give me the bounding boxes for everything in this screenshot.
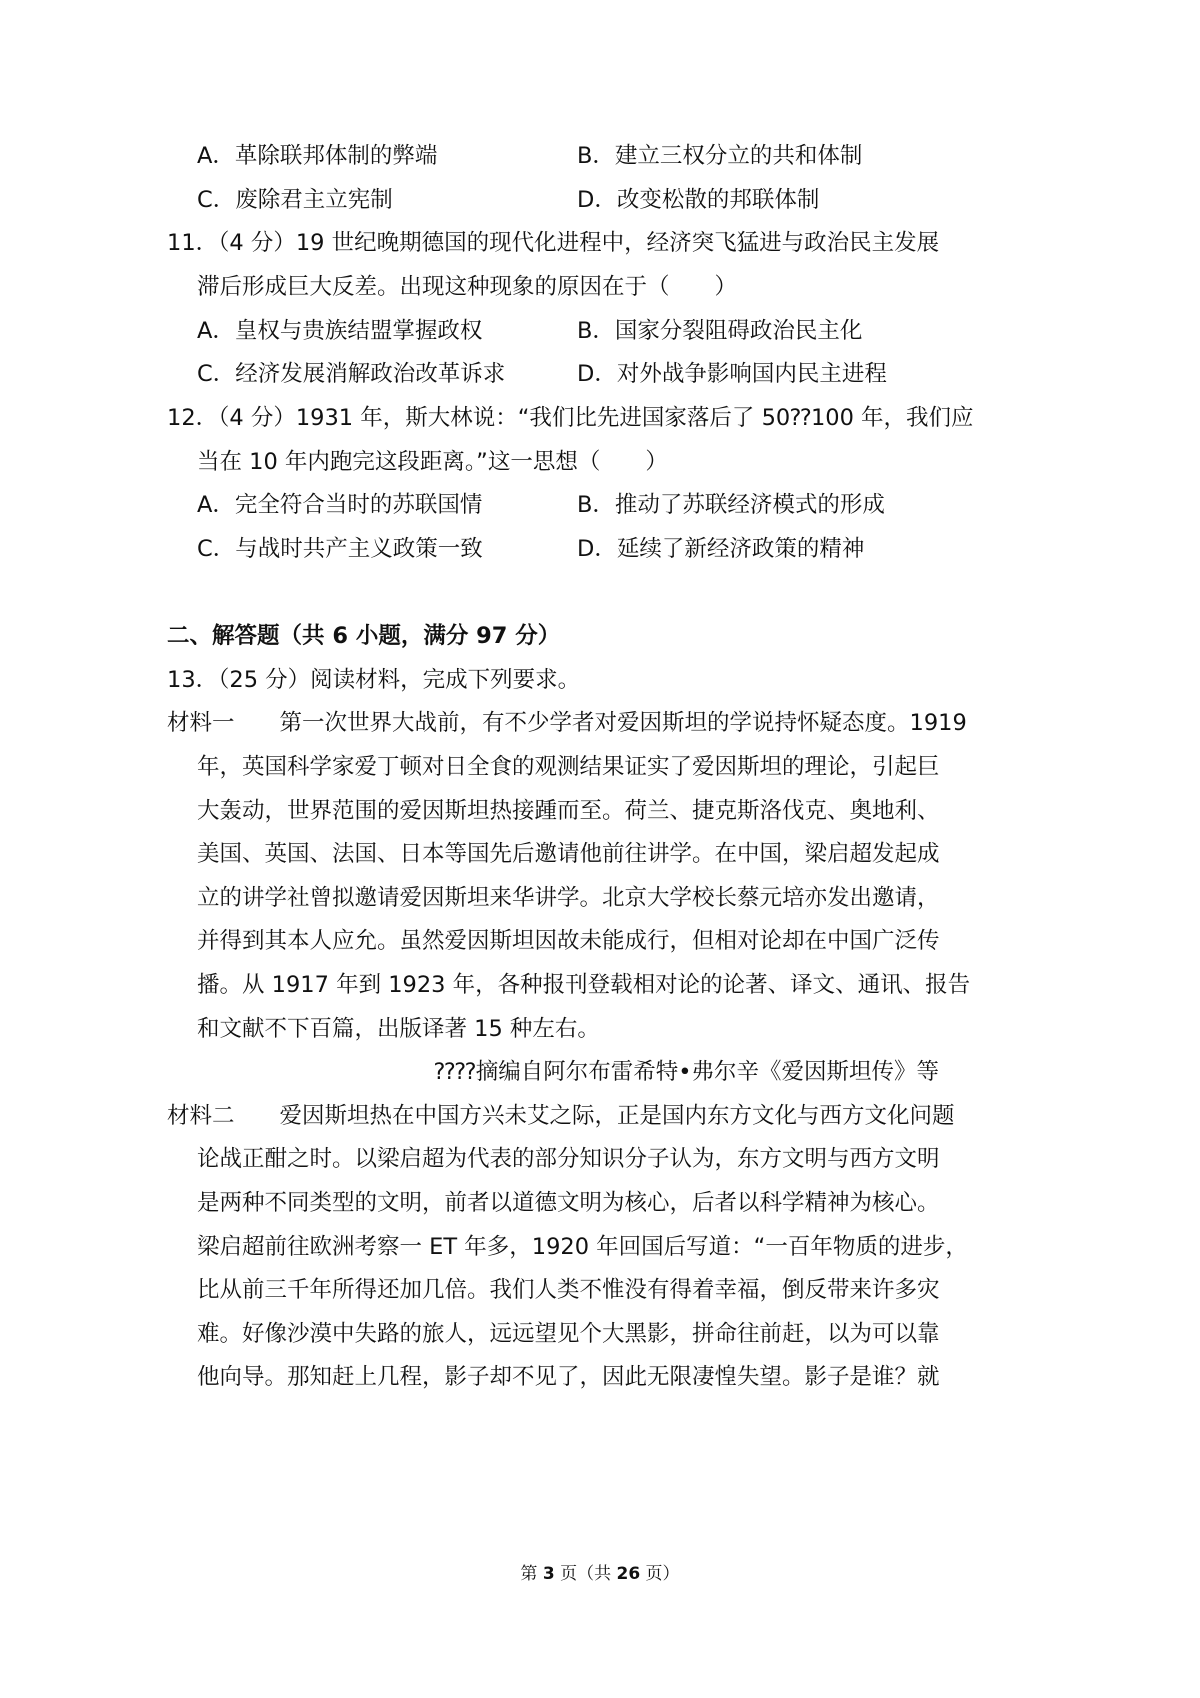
q11-option-a: A．皇权与贵族结盟掌握政权 — [197, 318, 483, 344]
current-page-number: 3 — [542, 1564, 555, 1584]
q10-option-b: B．建立三权分立的共和体制 — [577, 143, 863, 169]
material-two-line: 他向导。那知赶上几程，影子却不见了，因此无限凄惶失望。影子是谁？就 — [197, 1364, 940, 1390]
total-page-number: 26 — [616, 1564, 641, 1584]
q12-stem-line1: 12．（4 分）1931 年，斯大林说：“我们比先进国家落后了 50⁇100 年，我们应 — [167, 405, 974, 431]
material-one-source: ⁇⁇摘编自阿尔布雷希特•弗尔辛《爱因斯坦传》等 — [434, 1059, 939, 1085]
material-two-line: 是两种不同类型的文明，前者以道德文明为核心，后者以科学精神为核心。 — [197, 1190, 940, 1216]
q11-option-c: C．经济发展消解政治改革诉求 — [197, 361, 506, 387]
material-one-line: 并得到其本人应允。虽然爱因斯坦因故未能成行，但相对论却在中国广泛传 — [197, 928, 940, 954]
q11-stem-line2: 滞后形成巨大反差。出现这种现象的原因在于（ ） — [197, 274, 738, 300]
page-footer — [0, 1562, 1200, 1586]
q10-option-c: C．废除君主立宪制 — [197, 187, 393, 213]
footer-prefix: 第 — [520, 1564, 543, 1584]
q12-option-c: C．与战时共产主义政策一致 — [197, 536, 483, 562]
q11-option-d: D．对外战争影响国内民主进程 — [577, 361, 887, 387]
footer-suffix: 页） — [640, 1564, 680, 1584]
material-two-line: 比从前三千年所得还加几倍。我们人类不惟没有得着幸福，倒反带来许多灾 — [197, 1277, 940, 1303]
material-two-line: 论战正酣之时。以梁启超为代表的部分知识分子认为，东方文明与西方文明 — [197, 1146, 940, 1172]
q11-option-b: B．国家分裂阻碍政治民主化 — [577, 318, 863, 344]
q12-stem-line2: 当在 10 年内跑完这段距离。”这一思想（ ） — [197, 449, 668, 475]
q12-option-b: B．推动了苏联经济模式的形成 — [577, 492, 885, 518]
q12-option-a: A．完全符合当时的苏联国情 — [197, 492, 483, 518]
material-one-line: 大轰动，世界范围的爱因斯坦热接踵而至。荷兰、捷克斯洛伐克、奥地利、 — [197, 798, 940, 824]
q12-option-d: D．延续了新经济政策的精神 — [577, 536, 865, 562]
q13-stem: 13．（25 分）阅读材料，完成下列要求。 — [167, 667, 581, 693]
material-one-line: 和文献不下百篇，出版译著 15 种左右。 — [197, 1016, 600, 1042]
material-one-line: 立的讲学社曾拟邀请爱因斯坦来华讲学。北京大学校长蔡元培亦发出邀请， — [197, 885, 940, 911]
footer-middle: 页（共 — [554, 1564, 617, 1584]
q11-stem-line1: 11．（4 分）19 世纪晚期德国的现代化进程中，经济突飞猛进与政治民主发展 — [167, 230, 940, 256]
material-two-line: 材料二 爱因斯坦热在中国方兴未艾之际，正是国内东方文化与西方文化问题 — [167, 1103, 955, 1129]
section-heading: 二、解答题（共 6 小题，满分 97 分） — [167, 623, 561, 649]
material-one-line: 材料一 第一次世界大战前，有不少学者对爱因斯坦的学说持怀疑态度。1919 — [167, 710, 967, 736]
q10-option-a: A．革除联邦体制的弊端 — [197, 143, 438, 169]
material-one-line: 播。从 1917 年到 1923 年，各种报刊登载相对论的论著、译文、通讯、报告 — [197, 972, 971, 998]
material-two-line: 梁启超前往欧洲考察一 ET 年多，1920 年回国后写道：“一百年物质的进步， — [197, 1234, 968, 1260]
material-one-line: 年，英国科学家爱丁顿对日全食的观测结果证实了爱因斯坦的理论，引起巨 — [197, 754, 940, 780]
material-two-line: 难。好像沙漠中失路的旅人，远远望见个大黑影，拼命往前赶，以为可以靠 — [197, 1321, 940, 1347]
q10-option-d: D．改变松散的邦联体制 — [577, 187, 820, 213]
material-one-line: 美国、英国、法国、日本等国先后邀请他前往讲学。在中国，梁启超发起成 — [197, 841, 940, 867]
